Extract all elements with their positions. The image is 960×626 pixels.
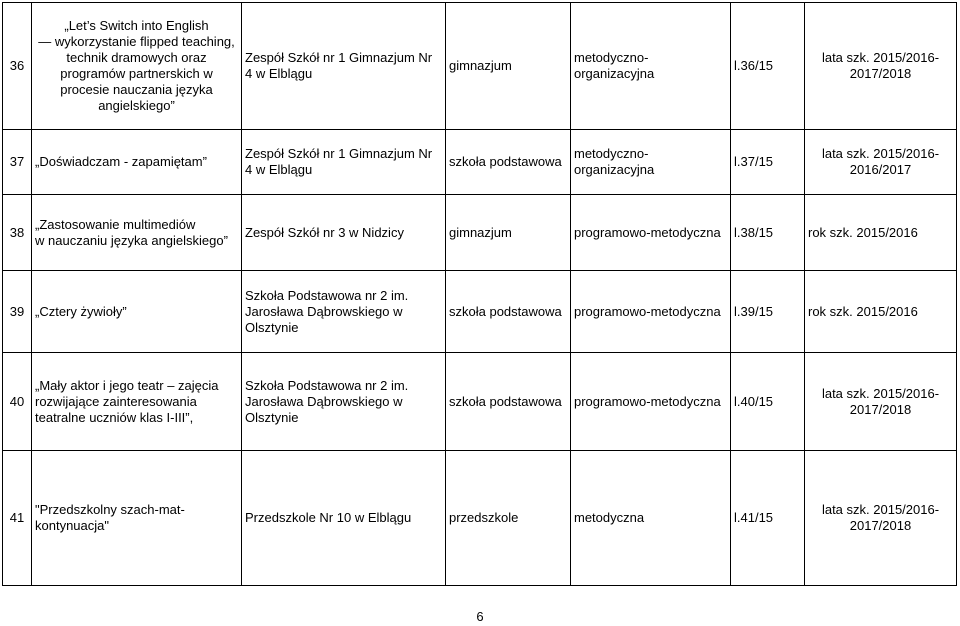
school-name: Szkoła Podstawowa nr 2 im. Jarosława Dąbrowskiego w Olsztynie <box>242 271 446 353</box>
school-level: szkoła podstawowa <box>446 353 571 451</box>
registration-number: l.40/15 <box>731 353 805 451</box>
row-number: 39 <box>3 271 32 353</box>
table-row <box>3 451 957 586</box>
school-level: gimnazjum <box>446 3 571 130</box>
table-row <box>3 271 957 353</box>
program-category: programowo-metodyczna <box>571 271 731 353</box>
table-row <box>3 3 957 130</box>
school-name: Szkoła Podstawowa nr 2 im. Jarosława Dąbrowskiego w Olsztynie <box>242 353 446 451</box>
program-title: „Doświadczam - zapamiętam” <box>32 130 242 195</box>
school-level: gimnazjum <box>446 195 571 271</box>
school-years: lata szk. 2015/2016- 2017/2018 <box>805 451 957 586</box>
program-title: „Let’s Switch into English — wykorzystanie flipped teaching, technik dramowych oraz programów partnerskich w procesie nauczania języka angielskiego” <box>32 3 242 130</box>
row-number: 36 <box>3 3 32 130</box>
school-name: Zespół Szkół nr 1 Gimnazjum Nr 4 w Elblągu <box>242 130 446 195</box>
school-name: Zespół Szkół nr 1 Gimnazjum Nr 4 w Elblągu <box>242 3 446 130</box>
table-row <box>3 130 957 195</box>
row-number: 37 <box>3 130 32 195</box>
row-number: 40 <box>3 353 32 451</box>
school-years: lata szk. 2015/2016- 2017/2018 <box>805 353 957 451</box>
school-name: Zespół Szkół nr 3 w Nidzicy <box>242 195 446 271</box>
row-number: 38 <box>3 195 32 271</box>
school-level: szkoła podstawowa <box>446 271 571 353</box>
registration-number: l.37/15 <box>731 130 805 195</box>
program-category: metodyczno-organizacyjna <box>571 130 731 195</box>
program-title: „Cztery żywioły” <box>32 271 242 353</box>
school-level: szkoła podstawowa <box>446 130 571 195</box>
registration-number: l.36/15 <box>731 3 805 130</box>
page-number: 6 <box>476 609 484 624</box>
program-title: „Mały aktor i jego teatr – zajęcia rozwijające zainteresowania teatralne uczniów klas I-III”, <box>32 353 242 451</box>
program-title: „Zastosowanie multimediów w nauczaniu języka angielskiego” <box>32 195 242 271</box>
program-title: "Przedszkolny szach-mat- kontynuacja" <box>32 451 242 586</box>
table-row <box>3 353 957 451</box>
registration-number: l.41/15 <box>731 451 805 586</box>
program-category: metodyczna <box>571 451 731 586</box>
school-years: lata szk. 2015/2016- 2016/2017 <box>805 130 957 195</box>
table-row <box>3 195 957 271</box>
school-level: przedszkole <box>446 451 571 586</box>
program-category: programowo-metodyczna <box>571 353 731 451</box>
school-years: lata szk. 2015/2016- 2017/2018 <box>805 3 957 130</box>
programs-table <box>2 2 957 586</box>
school-years: rok szk. 2015/2016 <box>805 195 957 271</box>
registration-number: l.38/15 <box>731 195 805 271</box>
school-years: rok szk. 2015/2016 <box>805 271 957 353</box>
program-category: metodyczno-organizacyjna <box>571 3 731 130</box>
program-category: programowo-metodyczna <box>571 195 731 271</box>
school-name: Przedszkole Nr 10 w Elblągu <box>242 451 446 586</box>
registration-number: l.39/15 <box>731 271 805 353</box>
row-number: 41 <box>3 451 32 586</box>
